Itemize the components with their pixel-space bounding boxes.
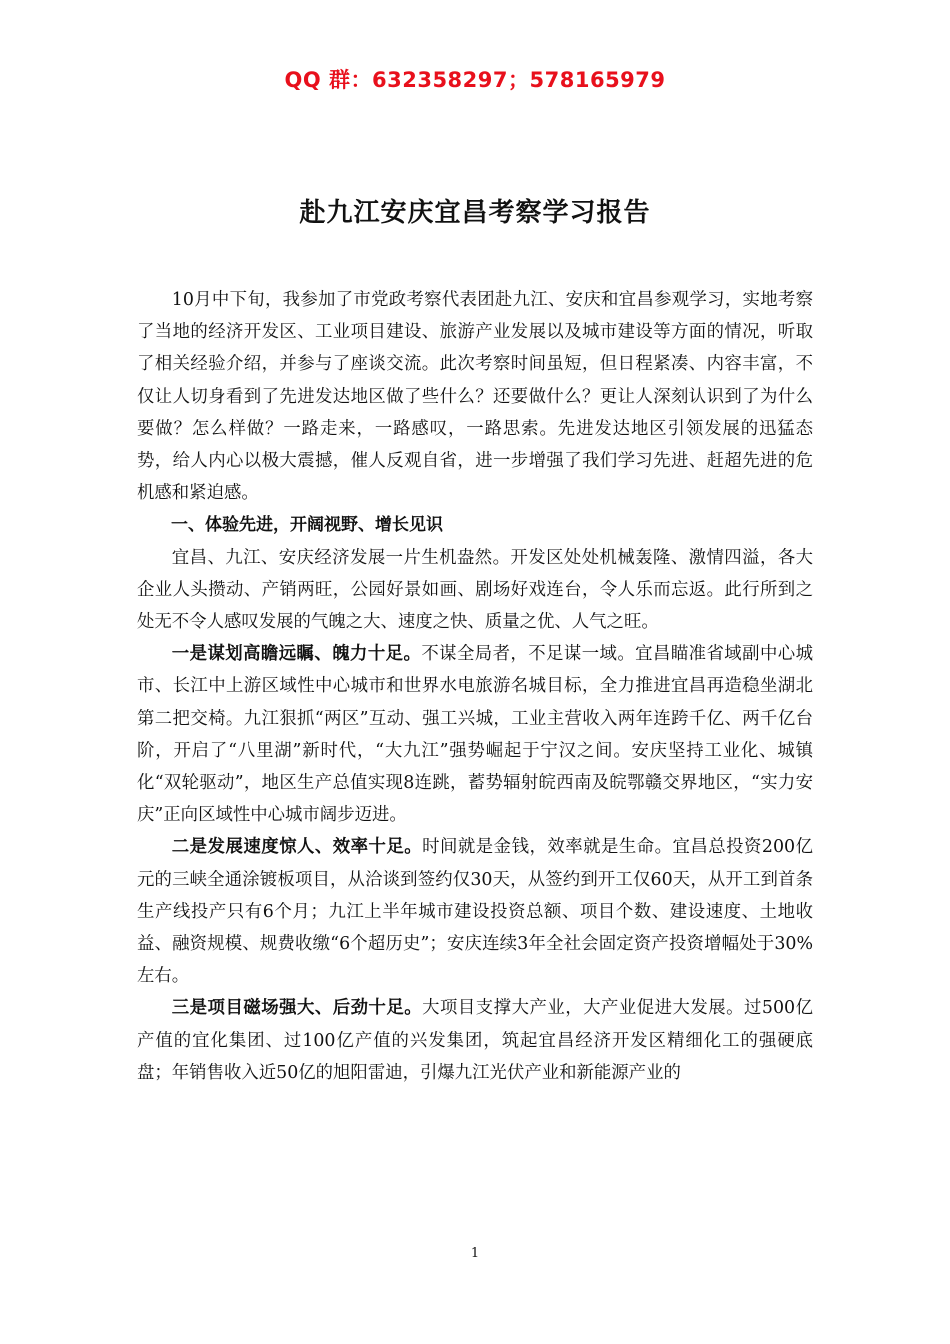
point-2-paragraph [137,831,813,992]
point-2-body: 时间就是金钱，效率就是生命。宜昌总投资200亿元的三峡全通涂镀板项目，从洽谈到签约仅30天，从签约到开工仅60天，从开工到首条生产线投产只有6个月；九江上半年城市建设投资总额、项目个数、建设速度、土地收益、融资规模、规费收缴“6个超历史”；安庆连续3年全社会固定资产投资增幅处于30%左右。 [137,837,813,987]
section-heading-1: 一、体验先进，开阔视野、增长见识 [171,515,443,536]
point-1-lead: 一是谋划高瞻远瞩、魄力十足。 [171,644,422,665]
point-3-lead: 三是项目磁场强大、后劲十足。 [171,998,423,1019]
document-body [137,284,813,1089]
page-number: 1 [470,1246,480,1261]
document-title: 赴九江安庆宜昌考察学习报告 [299,198,651,228]
point-3-body: 大项目支撑大产业，大产业促进大发展。过500亿产值的宜化集团、过100亿产值的兴发集团，筑起宜昌经济开发区精细化工的强硬底盘；年销售收入近50亿的旭阳雷迪，引爆九江光伏产业和新能源产业的 [137,998,813,1083]
point-3-paragraph [137,992,813,1089]
section-1-paragraph: 宜昌、九江、安庆经济发展一片生机盎然。开发区处处机械轰隆、激情四溢，各大企业人头攒动、产销两旺，公园好景如画、剧场好戏连台，令人乐而忘返。此行所到之处无不令人感叹发展的气魄之大、速度之快、质量之优、人气之旺。 [137,547,813,633]
point-1-paragraph [137,638,813,831]
intro-paragraph: 10月中下旬，我参加了市党政考察代表团赴九江、安庆和宜昌参观学习，实地考察了当地的经济开发区、工业项目建设、旅游产业发展以及城市建设等方面的情况，听取了相关经验介绍，并参与了座谈交流。此次考察时间虽短，但日程紧凑、内容丰富，不仅让人切身看到了先进发达地区做了些什么？还要做什么？更让人深刻认识到了为什么要做？怎么样做？一路走来，一路感叹，一路思索。先进发达地区引领发展的迅猛态势，给人内心以极大震撼，催人反观自省，进一步增强了我们学习先进、赶超先进的危机感和紧迫感。 [137,290,813,504]
point-2-lead: 二是发展速度惊人、效率十足。 [171,837,423,858]
point-1-body: 不谋全局者，不足谋一域。宜昌瞄准省域副中心城市、长江中上游区域性中心城市和世界水电旅游名城目标，全力推进宜昌再造稳坐湖北第二把交椅。九江狠抓“两区”互动、强工兴城，工业主营收入两年连跨千亿、两千亿台阶，开启了“八里湖”新时代，“大九江”强势崛起于宁汉之间。安庆坚持工业化、城镇化“双轮驱动”，地区生产总值实现8连跳，蓄势辐射皖西南及皖鄂赣交界地区，“实力安庆”正向区域性中心城市阔步迈进。 [137,644,813,826]
qq-group-header: QQ 群：632358297；578165979 [284,68,666,92]
